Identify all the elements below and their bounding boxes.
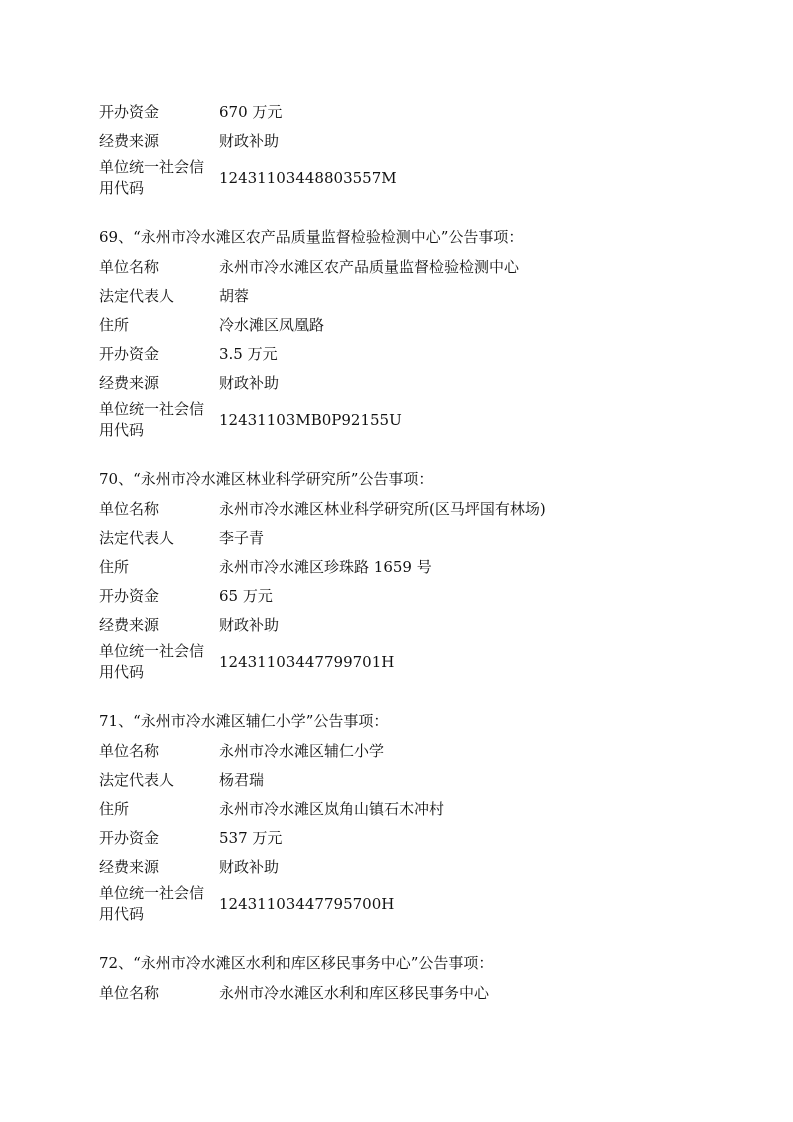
field-value: 财政补助 bbox=[219, 374, 280, 392]
field-value: 杨君瑞 bbox=[219, 771, 265, 789]
field-label: 单位统一社会信 bbox=[99, 400, 205, 418]
field-value: 12431103448803557M bbox=[219, 169, 397, 187]
field-label: 用代码 bbox=[99, 663, 145, 681]
field-label: 经费来源 bbox=[99, 616, 160, 634]
field-label: 单位统一社会信 bbox=[99, 642, 205, 660]
field-label: 单位名称 bbox=[99, 984, 160, 1002]
field-label: 法定代表人 bbox=[99, 287, 175, 305]
field-value: 永州市冷水滩区水利和库区移民事务中心 bbox=[219, 984, 490, 1002]
field-value: 财政补助 bbox=[219, 132, 280, 150]
field-label: 用代码 bbox=[99, 179, 145, 197]
field-value: 670 万元 bbox=[219, 103, 283, 121]
field-label: 单位统一社会信 bbox=[99, 884, 205, 902]
field-label: 开办资金 bbox=[99, 829, 160, 847]
field-label: 开办资金 bbox=[99, 103, 160, 121]
field-value: 12431103MB0P92155U bbox=[219, 411, 402, 429]
field-value: 李子青 bbox=[219, 529, 265, 547]
section-heading: 70、“永州市冷水滩区林业科学研究所”公告事项： bbox=[99, 470, 434, 488]
field-label: 单位名称 bbox=[99, 258, 160, 276]
field-value: 永州市冷水滩区珍珠路 1659 号 bbox=[219, 558, 432, 576]
field-value: 永州市冷水滩区林业科学研究所(区马坪国有林场) bbox=[219, 500, 546, 518]
field-value: 12431103447795700H bbox=[219, 895, 395, 913]
field-label: 经费来源 bbox=[99, 132, 160, 150]
field-label: 用代码 bbox=[99, 905, 145, 923]
field-value: 永州市冷水滩区农产品质量监督检验检测中心 bbox=[219, 258, 520, 276]
field-value: 537 万元 bbox=[219, 829, 283, 847]
field-label: 单位名称 bbox=[99, 742, 160, 760]
field-label: 开办资金 bbox=[99, 345, 160, 363]
field-label: 法定代表人 bbox=[99, 529, 175, 547]
field-value: 65 万元 bbox=[219, 587, 273, 605]
field-value: 财政补助 bbox=[219, 858, 280, 876]
field-value: 永州市冷水滩区岚角山镇石木冲村 bbox=[219, 800, 445, 818]
field-label: 用代码 bbox=[99, 421, 145, 439]
section-heading: 69、“永州市冷水滩区农产品质量监督检验检测中心”公告事项： bbox=[99, 228, 524, 246]
section-heading: 71、“永州市冷水滩区辅仁小学”公告事项： bbox=[99, 712, 389, 730]
field-value: 冷水滩区凤凰路 bbox=[219, 316, 325, 334]
field-label: 单位名称 bbox=[99, 500, 160, 518]
field-label: 法定代表人 bbox=[99, 771, 175, 789]
field-value: 3.5 万元 bbox=[219, 345, 278, 363]
field-label: 单位统一社会信 bbox=[99, 158, 205, 176]
field-label: 经费来源 bbox=[99, 858, 160, 876]
field-label: 住所 bbox=[99, 558, 130, 576]
field-value: 财政补助 bbox=[219, 616, 280, 634]
field-value: 永州市冷水滩区辅仁小学 bbox=[219, 742, 385, 760]
field-value: 12431103447799701H bbox=[219, 653, 395, 671]
field-value: 胡蓉 bbox=[219, 287, 250, 305]
field-label: 住所 bbox=[99, 316, 130, 334]
section-heading: 72、“永州市冷水滩区水利和库区移民事务中心”公告事项： bbox=[99, 954, 494, 972]
field-label: 经费来源 bbox=[99, 374, 160, 392]
field-label: 住所 bbox=[99, 800, 130, 818]
field-label: 开办资金 bbox=[99, 587, 160, 605]
